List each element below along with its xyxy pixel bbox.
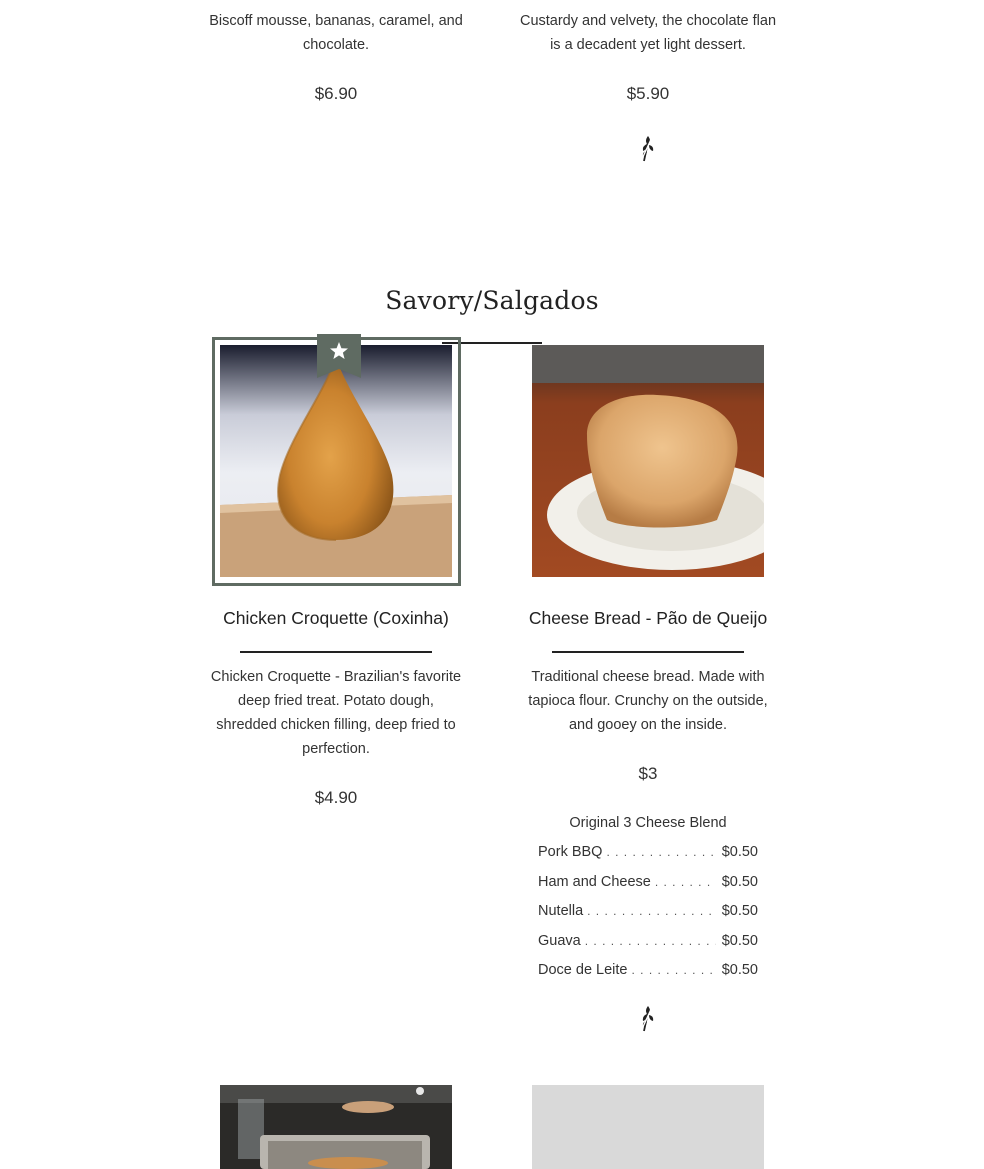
option-leader: [655, 875, 716, 889]
dessert-description: Custardy and velvety, the chocolate flan is a decadent yet light dessert.: [519, 13, 777, 53]
next-item-photo[interactable]: [220, 1085, 452, 1169]
dessert-description: Biscoff mousse, bananas, caramel, and chocolate.: [209, 13, 463, 53]
option-row: [538, 874, 758, 894]
option-row: [538, 903, 758, 923]
option-row: [538, 844, 758, 864]
gluten-free-icon: [638, 1002, 658, 1032]
item-name: Chicken Croquette (Coxinha): [223, 608, 449, 628]
option-leader: [585, 934, 716, 948]
image-placeholder: [532, 1085, 764, 1169]
option-label: Ham and Cheese: [538, 874, 651, 890]
gluten-free-icon: [638, 132, 658, 162]
option-leader: [587, 904, 716, 918]
item-price: $3: [638, 764, 658, 783]
option-leader: [631, 963, 715, 977]
option-row: [538, 933, 758, 953]
item-description: Traditional cheese bread. Made with tapioca flour. Crunchy on the outside, and gooey on the inside.: [528, 669, 768, 733]
item-price: $4.90: [314, 788, 358, 807]
item-name: Cheese Bread - Pão de Queijo: [528, 608, 768, 628]
option-label: Guava: [538, 933, 581, 949]
dessert-price: $6.90: [314, 84, 358, 103]
item-name-underline: [240, 651, 432, 653]
option-price: $0.50: [721, 874, 758, 890]
item-name-underline: [552, 651, 744, 653]
option-price: $0.50: [721, 933, 758, 949]
coxinha-photo[interactable]: [220, 345, 452, 577]
options-heading: Original 3 Cheese Blend: [569, 815, 727, 831]
section-title: Savory/Salgados: [385, 286, 599, 315]
item-description: Chicken Croquette - Brazilian's favorite deep fried treat. Potato dough, shredded chicken filling, deep fried to perfection.: [210, 669, 462, 757]
option-row: [538, 962, 758, 982]
star-icon: [329, 341, 349, 361]
option-label: Doce de Leite: [538, 962, 628, 978]
option-label: Pork BBQ: [538, 844, 603, 860]
cheese-bread-photo[interactable]: [532, 345, 764, 577]
option-price: $0.50: [721, 962, 758, 978]
option-label: Nutella: [538, 903, 584, 919]
dessert-price: $5.90: [626, 84, 670, 103]
option-price: $0.50: [721, 844, 758, 860]
option-leader: [606, 845, 715, 859]
option-price: $0.50: [721, 903, 758, 919]
